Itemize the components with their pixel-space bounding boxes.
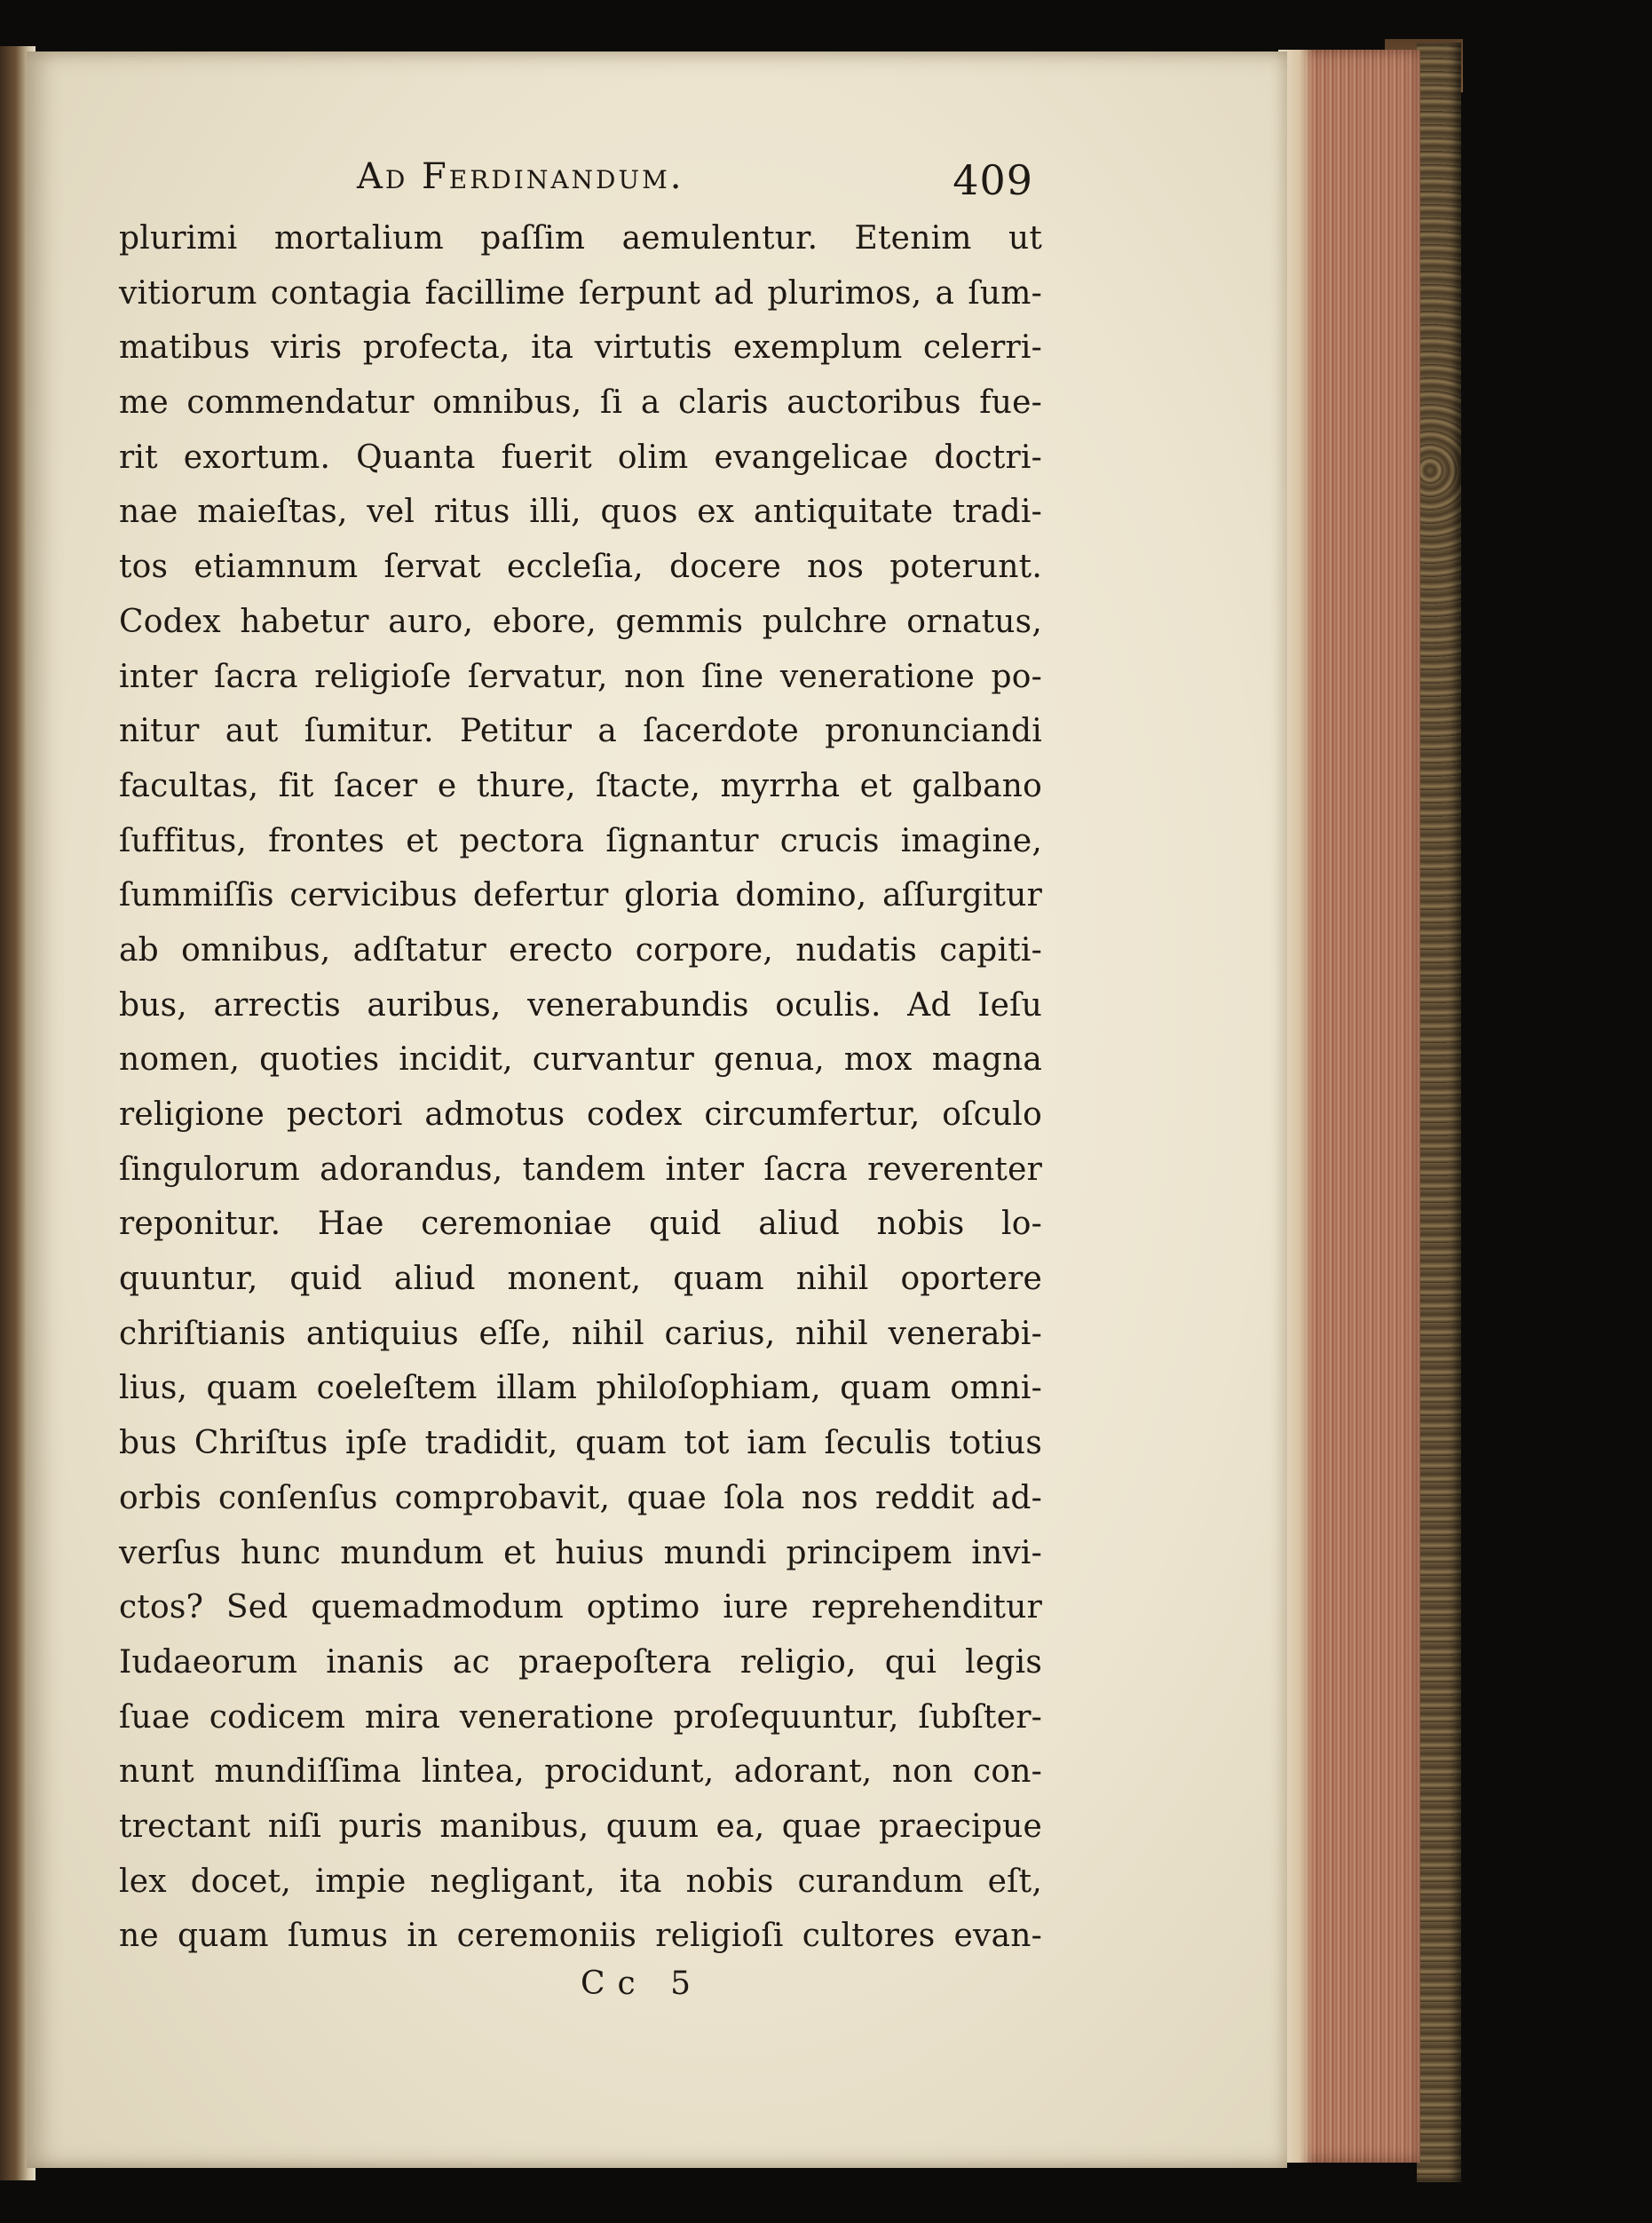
text-line: tos etiamnum ſervat eccleſia, docere nos poterunt. [119, 549, 1042, 586]
body-text [119, 211, 1042, 1964]
text-line: ctos? Sed quemadmodum optimo iure reprehenditur [119, 1589, 1042, 1626]
marbled-back-cover [1417, 43, 1461, 2182]
text-line: religione pectori admotus codex circumfertur, oſculo [119, 1096, 1042, 1133]
text-line: nitur aut ſumitur. Petitur a ſacerdote pronunciandi [119, 713, 1042, 750]
text-line: lius, quam coeleſtem illam philoſophiam, quam omni- [119, 1370, 1042, 1407]
text-line: ſingulorum adorandus, tandem inter ſacra reverenter [119, 1151, 1042, 1188]
text-line: Codex habetur auro, ebore, gemmis pulchre ornatus, [119, 603, 1042, 640]
text-line: ne quam ſumus in ceremoniis religioſi cultores evan- [119, 1918, 1042, 1955]
text-line: nae maieſtas, vel ritus illi, quos ex antiquitate tradi- [119, 494, 1042, 531]
text-line: reponitur. Hae ceremoniae quid aliud nobis lo- [119, 1206, 1042, 1243]
text-line: nunt mundiſſima lintea, procidunt, adorant, non con- [119, 1753, 1042, 1791]
text-line: bus Chriſtus ipſe tradidit, quam tot iam ſeculis totius [119, 1425, 1042, 1462]
text-line: lex docet, impie negligant, ita nobis curandum eſt, [119, 1863, 1042, 1900]
text-line: quuntur, quid aliud monent, quam nihil oportere [119, 1261, 1042, 1298]
text-line: ſuffitus, frontes et pectora ſignantur crucis imagine, [119, 822, 1042, 859]
text-line: orbis conſenſus comprobavit, quae ſola nos reddit ad- [119, 1479, 1042, 1516]
text-line: ab omnibus, adſtatur erecto corpore, nudatis capiti- [119, 931, 1042, 969]
page-number: 409 [952, 156, 1033, 204]
text-block [119, 156, 1042, 2019]
text-line: bus, arrectis auribus, venerabundis oculis. Ad Ieſu [119, 986, 1042, 1024]
text-line: inter ſacra religioſe ſervatur, non ſine veneratione po- [119, 658, 1042, 695]
text-line: chriſtianis antiquius eſſe, nihil carius, nihil venerabi- [119, 1315, 1042, 1352]
signature-line [119, 1966, 1042, 2019]
running-title: Ad Ferdinandum. [357, 156, 684, 197]
text-line: trectant niſi puris manibus, quum ea, quae praecipue [119, 1808, 1042, 1845]
text-line: ſuae codicem mira veneratione proſequuntur, ſubſter- [119, 1698, 1042, 1736]
text-line: matibus viris profecta, ita virtutis exemplum celerri- [119, 329, 1042, 367]
text-line: plurimi mortalium paſſim aemulentur. Etenim ut [119, 220, 1042, 257]
text-line: ſummiſſis cervicibus defertur gloria domino, aſſurgitur [119, 877, 1042, 914]
text-line: vitiorum contagia facillime ſerpunt ad plurimos, a ſum- [119, 274, 1042, 312]
text-line: Iudaeorum inanis ac praepoſtera religio, qui legis [119, 1643, 1042, 1681]
text-line: nomen, quoties incidit, curvantur genua, mox magna [119, 1041, 1042, 1079]
text-line: verſus hunc mundum et huius mundi principem invi- [119, 1534, 1042, 1571]
text-line: rit exortum. Quanta fuerit olim evangelicae doctri- [119, 439, 1042, 476]
running-head [119, 156, 1042, 206]
signature-mark: Cc 5 [581, 1966, 704, 2002]
text-line: facultas, fit ſacer e thure, ſtacte, myrrha et galbano [119, 767, 1042, 804]
text-line: me commendatur omnibus, ſi a claris auctoribus fue- [119, 384, 1042, 422]
